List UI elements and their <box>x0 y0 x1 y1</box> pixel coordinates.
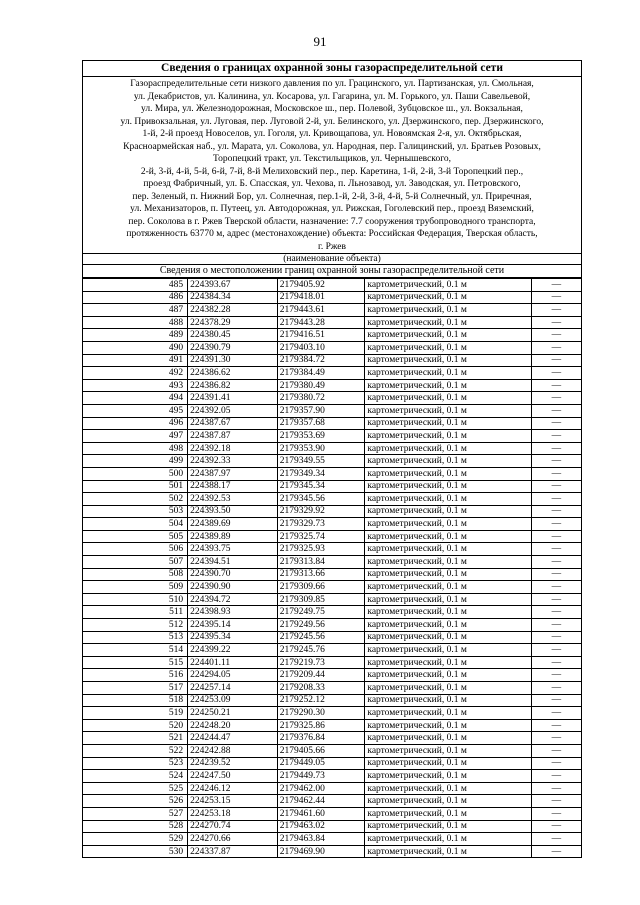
method-accuracy: картометрический, 0.1 м <box>365 833 531 846</box>
table-row <box>83 417 581 430</box>
table-row <box>83 379 581 392</box>
description-cell: — <box>531 291 581 304</box>
coordinate-x: 224384.34 <box>188 291 278 304</box>
point-number: 518 <box>83 694 188 707</box>
coordinate-x: 224392.18 <box>188 442 278 455</box>
coordinate-x: 224244.47 <box>188 732 278 745</box>
method-accuracy: картометрический, 0.1 м <box>365 392 531 405</box>
coordinate-x: 224247.50 <box>188 770 278 783</box>
method-accuracy: картометрический, 0.1 м <box>365 518 531 531</box>
coordinate-x: 224242.88 <box>188 744 278 757</box>
method-accuracy: картометрический, 0.1 м <box>365 442 531 455</box>
point-number: 494 <box>83 392 188 405</box>
coordinate-y: 2179449.73 <box>277 770 365 783</box>
table-row <box>83 354 581 367</box>
description-cell: — <box>531 782 581 795</box>
point-number: 524 <box>83 770 188 783</box>
point-number: 516 <box>83 669 188 682</box>
point-number: 503 <box>83 505 188 518</box>
description-cell: — <box>531 845 581 857</box>
point-number: 488 <box>83 316 188 329</box>
point-number: 485 <box>83 279 188 292</box>
description-cell: — <box>531 833 581 846</box>
table-row <box>83 442 581 455</box>
coordinate-y: 2179252.12 <box>277 694 365 707</box>
method-accuracy: картометрический, 0.1 м <box>365 644 531 657</box>
point-number: 490 <box>83 341 188 354</box>
coordinate-x: 224250.21 <box>188 707 278 720</box>
point-number: 491 <box>83 354 188 367</box>
description-cell: — <box>531 581 581 594</box>
coordinate-y: 2179380.72 <box>277 392 365 405</box>
coordinate-x: 224246.12 <box>188 782 278 795</box>
coordinate-y: 2179462.44 <box>277 795 365 808</box>
coordinate-x: 224387.67 <box>188 417 278 430</box>
table-row <box>83 556 581 569</box>
method-accuracy: картометрический, 0.1 м <box>365 417 531 430</box>
coordinate-x: 224253.15 <box>188 795 278 808</box>
coordinate-x: 224390.70 <box>188 568 278 581</box>
method-accuracy: картометрический, 0.1 м <box>365 493 531 506</box>
description-line: ул. Декабристов, ул. Калинина, ул. Косарова, ул. Гагарина, ул. М. Горького, ул. Паши Савельевой, <box>133 91 531 102</box>
point-number: 489 <box>83 329 188 342</box>
table-row <box>83 455 581 468</box>
method-accuracy: картометрический, 0.1 м <box>365 619 531 632</box>
method-accuracy: картометрический, 0.1 м <box>365 770 531 783</box>
coordinate-y: 2179353.69 <box>277 430 365 443</box>
description-line: пер. Зеленый, п. Нижний Бор, ул. Солнечная, пер.1-й, 2-й, 3-й, 4-й, 5-й Солнечный, ул. Приречная, <box>132 191 532 202</box>
table-row <box>83 732 581 745</box>
coordinate-x: 224378.29 <box>188 316 278 329</box>
table-row <box>83 279 581 292</box>
point-number: 498 <box>83 442 188 455</box>
coordinate-x: 224393.67 <box>188 279 278 292</box>
table-row <box>83 505 581 518</box>
point-number: 520 <box>83 719 188 732</box>
description-cell: — <box>531 467 581 480</box>
method-accuracy: картометрический, 0.1 м <box>365 744 531 757</box>
description-cell: — <box>531 619 581 632</box>
coordinate-x: 224390.90 <box>188 581 278 594</box>
point-number: 523 <box>83 757 188 770</box>
description-cell: — <box>531 770 581 783</box>
description-cell: — <box>531 279 581 292</box>
method-accuracy: картометрический, 0.1 м <box>365 341 531 354</box>
coordinate-y: 2179249.56 <box>277 619 365 632</box>
coordinate-x: 224253.18 <box>188 807 278 820</box>
method-accuracy: картометрический, 0.1 м <box>365 682 531 695</box>
description-cell: — <box>531 707 581 720</box>
method-accuracy: картометрический, 0.1 м <box>365 807 531 820</box>
method-accuracy: картометрический, 0.1 м <box>365 656 531 669</box>
point-number: 496 <box>83 417 188 430</box>
point-number: 495 <box>83 404 188 417</box>
method-accuracy: картометрический, 0.1 м <box>365 694 531 707</box>
description-line: проезд Фабричный, ул. Б. Спасская, ул. Чехова, п. Льнозавод, ул. Заводская, ул. Петровского, <box>143 179 521 189</box>
coordinate-y: 2179353.90 <box>277 442 365 455</box>
description-cell: — <box>531 543 581 556</box>
point-number: 487 <box>83 304 188 317</box>
coordinate-y: 2179416.51 <box>277 329 365 342</box>
coordinate-y: 2179443.28 <box>277 316 365 329</box>
description-cell: — <box>531 442 581 455</box>
method-accuracy: картометрический, 0.1 м <box>365 669 531 682</box>
coordinate-x: 224389.69 <box>188 518 278 531</box>
table-row <box>83 543 581 556</box>
coordinate-y: 2179349.34 <box>277 467 365 480</box>
coordinates-table <box>83 278 581 857</box>
coordinate-x: 224390.79 <box>188 341 278 354</box>
point-number: 525 <box>83 782 188 795</box>
coordinate-x: 224387.87 <box>188 430 278 443</box>
description-cell: — <box>531 593 581 606</box>
method-accuracy: картометрический, 0.1 м <box>365 719 531 732</box>
method-accuracy: картометрический, 0.1 м <box>365 329 531 342</box>
description-cell: — <box>531 807 581 820</box>
description-cell: — <box>531 568 581 581</box>
coordinate-x: 224395.14 <box>188 619 278 632</box>
method-accuracy: картометрический, 0.1 м <box>365 404 531 417</box>
coordinates-table-body <box>83 279 581 858</box>
point-number: 511 <box>83 606 188 619</box>
coordinate-x: 224337.87 <box>188 845 278 857</box>
location-caption: Сведения о местоположении границ охранной зоны газораспределительной сети <box>83 265 581 278</box>
coordinate-y: 2179469.90 <box>277 845 365 857</box>
description-line: 1-й, 2-й проезд Новоселов, ул. Гоголя, ул. Кривощапова, ул. Новоямская 2-я, ул. Октябрьская, <box>142 129 522 139</box>
description-cell: — <box>531 367 581 380</box>
table-row <box>83 593 581 606</box>
method-accuracy: картометрический, 0.1 м <box>365 354 531 367</box>
boundary-info-frame <box>82 60 582 858</box>
coordinate-y: 2179249.75 <box>277 606 365 619</box>
coordinate-y: 2179462.00 <box>277 782 365 795</box>
point-number: 504 <box>83 518 188 531</box>
method-accuracy: картометрический, 0.1 м <box>365 820 531 833</box>
table-row <box>83 606 581 619</box>
table-row <box>83 291 581 304</box>
coordinate-x: 224388.17 <box>188 480 278 493</box>
coordinate-y: 2179208.33 <box>277 682 365 695</box>
description-line: ул. Механизаторов, п. Путеец, ул. Автодорожная, ул. Рижская, Гоголевский пер., проезд Вяземский, <box>130 204 534 214</box>
point-number: 519 <box>83 707 188 720</box>
description-line: Газораспределительные сети низкого давления по ул. Грацинского, ул. Партизанская, ул. Смольная, <box>130 79 534 89</box>
point-number: 501 <box>83 480 188 493</box>
method-accuracy: картометрический, 0.1 м <box>365 379 531 392</box>
table-row <box>83 631 581 644</box>
description-cell: — <box>531 530 581 543</box>
coordinate-y: 2179219.73 <box>277 656 365 669</box>
method-accuracy: картометрический, 0.1 м <box>365 430 531 443</box>
coordinate-y: 2179405.66 <box>277 744 365 757</box>
method-accuracy: картометрический, 0.1 м <box>365 606 531 619</box>
point-number: 512 <box>83 619 188 632</box>
table-row <box>83 682 581 695</box>
description-cell: — <box>531 656 581 669</box>
point-number: 514 <box>83 644 188 657</box>
point-number: 499 <box>83 455 188 468</box>
description-cell: — <box>531 606 581 619</box>
coordinate-y: 2179245.76 <box>277 644 365 657</box>
point-number: 513 <box>83 631 188 644</box>
description-cell: — <box>531 354 581 367</box>
table-row <box>83 757 581 770</box>
method-accuracy: картометрический, 0.1 м <box>365 707 531 720</box>
method-accuracy: картометрический, 0.1 м <box>365 467 531 480</box>
coordinate-y: 2179345.56 <box>277 493 365 506</box>
coordinate-x: 224270.74 <box>188 820 278 833</box>
description-cell: — <box>531 417 581 430</box>
coordinate-y: 2179380.49 <box>277 379 365 392</box>
description-cell: — <box>531 430 581 443</box>
coordinate-y: 2179418.01 <box>277 291 365 304</box>
coordinate-x: 224398.93 <box>188 606 278 619</box>
description-cell: — <box>531 744 581 757</box>
coordinate-x: 224380.45 <box>188 329 278 342</box>
point-number: 528 <box>83 820 188 833</box>
method-accuracy: картометрический, 0.1 м <box>365 367 531 380</box>
table-row <box>83 644 581 657</box>
description-line: Торопецкий тракт, ул. Текстильщиков, ул. Чернышевского, <box>213 154 451 164</box>
coordinate-y: 2179463.84 <box>277 833 365 846</box>
coordinate-x: 224387.97 <box>188 467 278 480</box>
description-cell: — <box>531 304 581 317</box>
page-number: 91 <box>313 34 327 49</box>
coordinate-x: 224399.22 <box>188 644 278 657</box>
description-cell: — <box>531 757 581 770</box>
coordinate-x: 224394.72 <box>188 593 278 606</box>
description-line: г. Ржев <box>318 241 346 252</box>
description-cell: — <box>531 329 581 342</box>
coordinate-y: 2179309.85 <box>277 593 365 606</box>
coordinate-x: 224395.34 <box>188 631 278 644</box>
description-cell: — <box>531 404 581 417</box>
coordinate-y: 2179349.55 <box>277 455 365 468</box>
coordinate-y: 2179461.60 <box>277 807 365 820</box>
description-line: протяженность 63770 м, адрес (местонахождение) объекта: Российская Федерация, Тверская область, <box>126 229 538 239</box>
table-row <box>83 656 581 669</box>
coordinate-y: 2179325.86 <box>277 719 365 732</box>
table-row <box>83 581 581 594</box>
coordinate-x: 224389.89 <box>188 530 278 543</box>
description-cell: — <box>531 795 581 808</box>
table-row <box>83 518 581 531</box>
coordinate-x: 224392.53 <box>188 493 278 506</box>
coordinate-y: 2179325.93 <box>277 543 365 556</box>
table-row <box>83 392 581 405</box>
point-number: 500 <box>83 467 188 480</box>
object-description <box>83 77 581 253</box>
coordinate-x: 224391.41 <box>188 392 278 405</box>
description-cell: — <box>531 493 581 506</box>
table-row <box>83 467 581 480</box>
description-cell: — <box>531 379 581 392</box>
coordinate-y: 2179309.66 <box>277 581 365 594</box>
point-number: 492 <box>83 367 188 380</box>
coordinate-x: 224270.66 <box>188 833 278 846</box>
object-name-caption: (наименование объекта) <box>83 253 581 265</box>
coordinate-x: 224386.82 <box>188 379 278 392</box>
coordinate-x: 224239.52 <box>188 757 278 770</box>
coordinate-y: 2179290.30 <box>277 707 365 720</box>
table-row <box>83 430 581 443</box>
method-accuracy: картометрический, 0.1 м <box>365 782 531 795</box>
coordinate-y: 2179357.90 <box>277 404 365 417</box>
table-row <box>83 833 581 846</box>
coordinate-x: 224392.05 <box>188 404 278 417</box>
point-number: 515 <box>83 656 188 669</box>
coordinate-x: 224394.51 <box>188 556 278 569</box>
point-number: 497 <box>83 430 188 443</box>
description-cell: — <box>531 341 581 354</box>
table-row <box>83 669 581 682</box>
description-cell: — <box>531 669 581 682</box>
description-line: 2-й, 3-й, 4-й, 5-й, 6-й, 7-й, 8-й Мелиховский пер., пер. Каретина, 1-й, 2-й, 3-й Торопецкий пер., <box>140 166 524 177</box>
table-row <box>83 404 581 417</box>
table-row <box>83 367 581 380</box>
method-accuracy: картометрический, 0.1 м <box>365 757 531 770</box>
description-cell: — <box>531 631 581 644</box>
coordinate-y: 2179405.92 <box>277 279 365 292</box>
table-row <box>83 694 581 707</box>
method-accuracy: картометрический, 0.1 м <box>365 480 531 493</box>
coordinate-y: 2179329.92 <box>277 505 365 518</box>
table-row <box>83 480 581 493</box>
method-accuracy: картометрический, 0.1 м <box>365 795 531 808</box>
coordinate-y: 2179345.34 <box>277 480 365 493</box>
method-accuracy: картометрический, 0.1 м <box>365 291 531 304</box>
table-row <box>83 304 581 317</box>
table-row <box>83 530 581 543</box>
description-cell: — <box>531 644 581 657</box>
coordinate-x: 224392.33 <box>188 455 278 468</box>
method-accuracy: картометрический, 0.1 м <box>365 631 531 644</box>
point-number: 508 <box>83 568 188 581</box>
coordinate-x: 224248.20 <box>188 719 278 732</box>
method-accuracy: картометрический, 0.1 м <box>365 581 531 594</box>
coordinate-y: 2179325.74 <box>277 530 365 543</box>
point-number: 522 <box>83 744 188 757</box>
method-accuracy: картометрический, 0.1 м <box>365 556 531 569</box>
coordinate-y: 2179449.05 <box>277 757 365 770</box>
point-number: 521 <box>83 732 188 745</box>
coordinate-y: 2179443.61 <box>277 304 365 317</box>
description-line: ул. Привокзальная, ул. Луговая, пер. Луговой 2-й, ул. Белинского, ул. Дзержинского, пер. Дзержинского, <box>120 116 544 127</box>
table-row <box>83 329 581 342</box>
coordinate-x: 224386.62 <box>188 367 278 380</box>
point-number: 502 <box>83 493 188 506</box>
description-cell: — <box>531 505 581 518</box>
table-row <box>83 807 581 820</box>
point-number: 493 <box>83 379 188 392</box>
table-row <box>83 770 581 783</box>
coordinate-y: 2179313.84 <box>277 556 365 569</box>
table-row <box>83 619 581 632</box>
table-row <box>83 707 581 720</box>
point-number: 527 <box>83 807 188 820</box>
point-number: 509 <box>83 581 188 594</box>
coordinate-y: 2179245.56 <box>277 631 365 644</box>
method-accuracy: картометрический, 0.1 м <box>365 732 531 745</box>
method-accuracy: картометрический, 0.1 м <box>365 455 531 468</box>
table-row <box>83 341 581 354</box>
table-row <box>83 493 581 506</box>
point-number: 526 <box>83 795 188 808</box>
method-accuracy: картометрический, 0.1 м <box>365 279 531 292</box>
point-number: 506 <box>83 543 188 556</box>
table-row <box>83 316 581 329</box>
table-row <box>83 782 581 795</box>
coordinate-y: 2179357.68 <box>277 417 365 430</box>
method-accuracy: картометрический, 0.1 м <box>365 845 531 857</box>
description-cell: — <box>531 455 581 468</box>
coordinate-y: 2179329.73 <box>277 518 365 531</box>
description-line: Красноармейская наб., ул. Марата, ул. Соколова, ул. Народная, пер. Галицинский, ул. Братьев Розовых, <box>123 141 541 152</box>
description-cell: — <box>531 392 581 405</box>
method-accuracy: картометрический, 0.1 м <box>365 505 531 518</box>
coordinate-y: 2179384.72 <box>277 354 365 367</box>
coordinate-x: 224294.05 <box>188 669 278 682</box>
method-accuracy: картометрический, 0.1 м <box>365 543 531 556</box>
method-accuracy: картометрический, 0.1 м <box>365 593 531 606</box>
method-accuracy: картометрический, 0.1 м <box>365 530 531 543</box>
table-row <box>83 719 581 732</box>
description-cell: — <box>531 732 581 745</box>
description-cell: — <box>531 480 581 493</box>
coordinate-x: 224253.09 <box>188 694 278 707</box>
description-cell: — <box>531 316 581 329</box>
coordinate-x: 224393.50 <box>188 505 278 518</box>
description-cell: — <box>531 518 581 531</box>
table-row <box>83 795 581 808</box>
table-row <box>83 568 581 581</box>
coordinate-x: 224401.11 <box>188 656 278 669</box>
coordinate-y: 2179313.66 <box>277 568 365 581</box>
description-cell: — <box>531 820 581 833</box>
method-accuracy: картометрический, 0.1 м <box>365 304 531 317</box>
point-number: 507 <box>83 556 188 569</box>
coordinate-x: 224257.14 <box>188 682 278 695</box>
coordinate-x: 224391.30 <box>188 354 278 367</box>
table-row <box>83 820 581 833</box>
table-row <box>83 744 581 757</box>
coordinate-y: 2179384.49 <box>277 367 365 380</box>
coordinate-x: 224382.28 <box>188 304 278 317</box>
method-accuracy: картометрический, 0.1 м <box>365 568 531 581</box>
point-number: 530 <box>83 845 188 857</box>
point-number: 517 <box>83 682 188 695</box>
point-number: 510 <box>83 593 188 606</box>
coordinate-y: 2179376.84 <box>277 732 365 745</box>
coordinate-y: 2179403.10 <box>277 341 365 354</box>
description-cell: — <box>531 719 581 732</box>
description-line: пер. Соколова в г. Ржев Тверской области, назначение: 7.7 сооружения трубопроводного транспорта, <box>128 216 536 227</box>
document-title: Сведения о границах охранной зоны газораспределительной сети <box>83 61 581 77</box>
coordinate-x: 224393.75 <box>188 543 278 556</box>
method-accuracy: картометрический, 0.1 м <box>365 316 531 329</box>
table-row <box>83 845 581 857</box>
description-cell: — <box>531 556 581 569</box>
coordinate-y: 2179463.02 <box>277 820 365 833</box>
point-number: 505 <box>83 530 188 543</box>
description-cell: — <box>531 682 581 695</box>
description-line: ул. Мира, ул. Железнодорожная, Московское ш., пер. Полевой, Зубцовское ш., ул. Вокзальная, <box>141 104 523 114</box>
point-number: 529 <box>83 833 188 846</box>
coordinate-y: 2179209.44 <box>277 669 365 682</box>
description-cell: — <box>531 694 581 707</box>
point-number: 486 <box>83 291 188 304</box>
